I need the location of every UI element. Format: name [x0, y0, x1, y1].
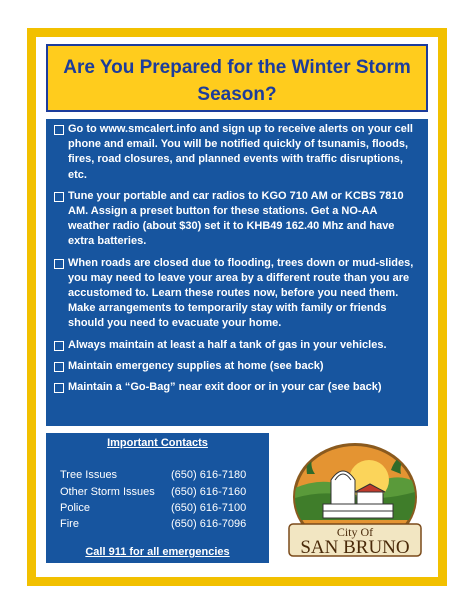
contact-name: Other Storm Issues	[60, 486, 155, 498]
emergency-notice: Call 911 for all emergencies	[85, 546, 230, 558]
tip-item	[54, 189, 420, 250]
tips-panel	[46, 119, 428, 426]
contact-phone: (650) 616-7100	[171, 502, 247, 514]
tip-text: Maintain emergency supplies at home (see back)	[68, 359, 324, 372]
title-banner	[46, 44, 428, 112]
checkbox-icon	[54, 383, 64, 393]
tip-text: Maintain a “Go-Bag” near exit door or in your car (see back)	[68, 381, 382, 394]
city-seal-logo	[279, 440, 431, 562]
contact-name: Fire	[60, 518, 79, 530]
tip-item	[54, 338, 420, 353]
contact-name: Police	[60, 502, 90, 514]
checkbox-icon	[54, 192, 64, 202]
contact-phone: (650) 616-7160	[171, 486, 247, 498]
checkbox-icon	[54, 259, 64, 269]
tip-item	[54, 256, 420, 332]
seal-city-of-text: City Of	[336, 525, 374, 539]
tip-item	[54, 359, 420, 374]
checkbox-icon	[54, 125, 64, 135]
seal-city-name: SAN BRUNO	[300, 537, 410, 558]
contact-name: Tree Issues	[60, 469, 118, 481]
contact-phone: (650) 616-7180	[171, 469, 247, 481]
contacts-panel	[46, 433, 269, 563]
contact-phone: (650) 616-7096	[171, 518, 247, 530]
tip-item	[54, 380, 420, 395]
page-title: Are You Prepared for the Winter Storm Season?	[63, 57, 411, 105]
tip-text: When roads are closed due to flooding, trees down or mud-slides, you may need to leave your area by a different route than you are accustomed to. Learn these routes now, before you need them. Make arrangements to temporarily stay with family or friends should you need to evacuate your home.	[68, 256, 414, 330]
tip-text: Always maintain at least a half a tank of gas in your vehicles.	[68, 338, 387, 351]
tip-text: Tune your portable and car radios to KGO 710 AM or KCBS 7810 AM. Assign a preset button for these stations. Get a NO-AA weather radio (about $30) set it to KHB49 162.40 Mhz and have extra batteries.	[68, 189, 404, 248]
tip-text: Go to www.smcalert.info and sign up to receive alerts on your cell phone and email. You will be notified quickly of tsunamis, floods, fires, road closures, and planned events with traffic disruptions, etc.	[68, 123, 413, 181]
checkbox-icon	[54, 341, 64, 351]
tip-item	[54, 122, 420, 183]
contacts-heading: Important Contacts	[107, 437, 208, 449]
checkbox-icon	[54, 362, 64, 372]
